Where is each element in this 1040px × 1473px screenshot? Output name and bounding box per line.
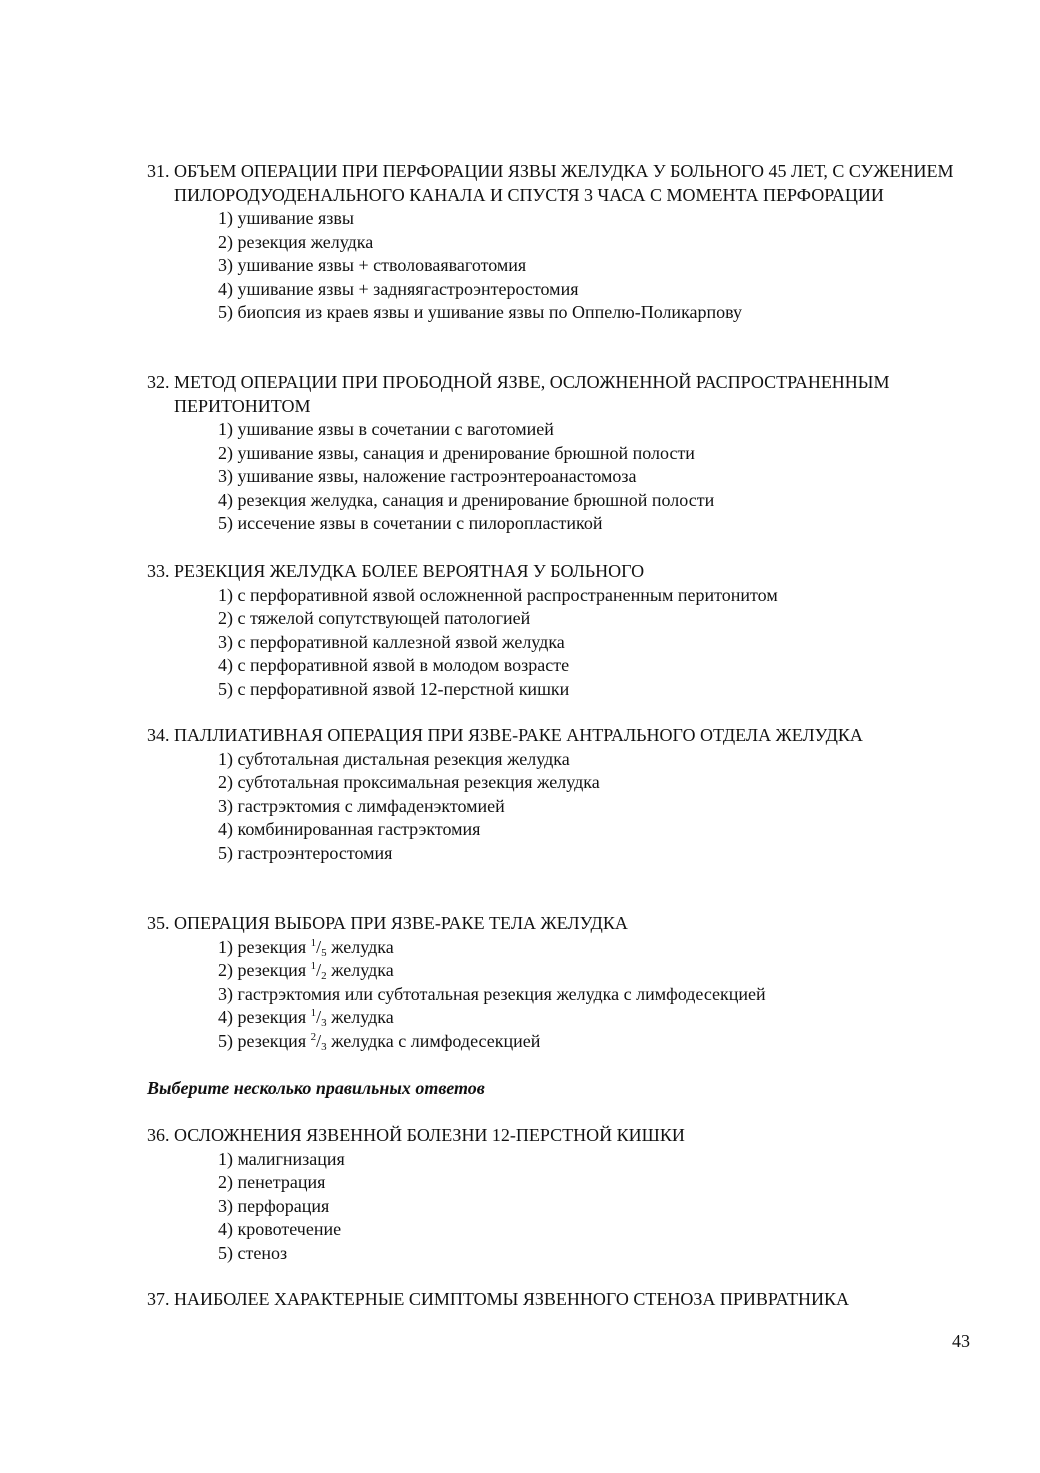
answer-option: 3) ушивание язвы, наложение гастроэнтероанастомоза	[218, 466, 637, 486]
fraction-denominator: 3	[321, 1040, 327, 1053]
question-title: 33. РЕЗЕКЦИЯ ЖЕЛУДКА БОЛЕЕ ВЕРОЯТНАЯ У БОЛЬНОГО	[147, 561, 645, 581]
fraction-numerator: 1	[310, 1007, 317, 1019]
answer-option: 1) ушивание язвы	[218, 208, 354, 228]
fraction-slash: /	[316, 1007, 322, 1027]
fraction-numerator: 1	[310, 936, 317, 949]
instruction-text: Выберите несколько правильных ответов	[147, 1078, 485, 1098]
answer-option: 2) резекция желудка	[218, 231, 374, 252]
answer-option: 3) гастрэктомия с лимфаденэктомией	[218, 795, 505, 816]
answer-options	[147, 748, 987, 866]
answer-options	[147, 418, 987, 536]
fraction-slash: /	[316, 1030, 322, 1051]
answer-option: 3) перфорация	[218, 1195, 330, 1216]
answer-options	[147, 207, 987, 325]
answer-option	[218, 1006, 987, 1030]
question-title: 32. МЕТОД ОПЕРАЦИИ ПРИ ПРОБОДНОЙ ЯЗВЕ, ОСЛОЖНЕННОЙ РАСПРОСТРАНЕННЫМ ПЕРИТОНИТОМ	[147, 372, 890, 416]
option-text: 4) резекция	[218, 1007, 311, 1027]
answer-options	[147, 936, 987, 1054]
option-text: 5) резекция	[218, 1030, 311, 1051]
answer-option: 5) стеноз	[218, 1242, 288, 1263]
question-title: 37. НАИБОЛЕЕ ХАРАКТЕРНЫЕ СИМПТОМЫ ЯЗВЕННОГО СТЕНОЗА ПРИВРАТНИКА	[147, 1289, 850, 1309]
option-text: 2) резекция	[218, 960, 311, 980]
answer-option: 1) малигнизация	[218, 1148, 345, 1169]
answer-option: 5) с перфоративной язвой 12-перстной кишки	[218, 678, 570, 699]
option-text: желудка	[326, 936, 394, 957]
question-title: 35. ОПЕРАЦИЯ ВЫБОРА ПРИ ЯЗВЕ-РАКЕ ТЕЛА ЖЕЛУДКА	[147, 913, 628, 933]
question-31	[147, 160, 987, 325]
question-35	[147, 912, 987, 1053]
question-36	[147, 1124, 987, 1265]
answer-option: 2) пенетрация	[218, 1172, 326, 1192]
option-text: желудка	[326, 1007, 394, 1027]
answer-option: 4) кровотечение	[218, 1219, 342, 1239]
answer-option: 5) гастроэнтеростомия	[218, 842, 393, 863]
answer-option: 2) субтотальная проксимальная резекция желудка	[218, 772, 600, 792]
answer-option: 1) субтотальная дистальная резекция желудка	[218, 748, 570, 769]
fraction-denominator: 2	[321, 970, 327, 982]
answer-option: 2) ушивание язвы, санация и дренирование брюшной полости	[218, 442, 695, 463]
fraction-denominator: 3	[321, 1017, 327, 1029]
fraction-numerator: 2	[310, 1030, 317, 1043]
option-text: желудка	[326, 960, 394, 980]
answer-option: 3) ушивание язвы + стволоваяваготомия	[218, 255, 527, 275]
question-33	[147, 560, 987, 701]
fraction-denominator: 5	[321, 946, 327, 959]
answer-option	[218, 936, 987, 960]
option-text: желудка с лимфодесекцией	[326, 1030, 541, 1051]
answer-options	[147, 1148, 987, 1266]
answer-option: 5) биопсия из краев язвы и ушивание язвы по Оппелю-Поликарпову	[218, 302, 743, 322]
fraction-slash: /	[316, 960, 322, 980]
fraction-slash: /	[316, 936, 322, 957]
answer-option: 3) с перфоративной каллезной язвой желудка	[218, 631, 565, 652]
page-number: 43	[952, 1331, 970, 1351]
answer-option: 1) с перфоративной язвой осложненной распространенным перитонитом	[218, 584, 778, 605]
question-32	[147, 371, 987, 536]
question-title: 34. ПАЛЛИАТИВНАЯ ОПЕРАЦИЯ ПРИ ЯЗВЕ-РАКЕ АНТРАЛЬНОГО ОТДЕЛА ЖЕЛУДКА	[147, 725, 863, 745]
answer-option: 4) с перфоративной язвой в молодом возрасте	[218, 655, 570, 675]
question-title: 31. ОБЪЕМ ОПЕРАЦИИ ПРИ ПЕРФОРАЦИИ ЯЗВЫ ЖЕЛУДКА У БОЛЬНОГО 45 ЛЕТ, С СУЖЕНИЕМ ПИЛОРОДУОДЕНАЛЬНОГО КАНАЛА И СПУСТЯ 3 ЧАСА С МОМЕНТА ПЕРФОРАЦИИ	[147, 161, 954, 205]
question-37	[147, 1288, 987, 1312]
answer-option: 4) резекция желудка, санация и дренирование брюшной полости	[218, 489, 715, 510]
fraction-numerator: 1	[310, 960, 317, 972]
answer-option	[218, 1030, 987, 1054]
option-text: 1) резекция	[218, 936, 311, 957]
question-34	[147, 724, 987, 865]
question-title: 36. ОСЛОЖНЕНИЯ ЯЗВЕННОЙ БОЛЕЗНИ 12-ПЕРСТНОЙ КИШКИ	[147, 1125, 685, 1145]
answer-option: 3) гастрэктомия или субтотальная резекция желудка с лимфодесекцией	[218, 983, 766, 1004]
answer-option	[218, 959, 987, 983]
answer-option: 4) ушивание язвы + задняягастроэнтеростомия	[218, 278, 579, 299]
answer-options	[147, 584, 987, 702]
answer-option: 4) комбинированная гастрэктомия	[218, 819, 481, 839]
answer-option: 5) иссечение язвы в сочетании с пилоропластикой	[218, 513, 603, 533]
answer-option: 2) с тяжелой сопутствующей патологией	[218, 608, 531, 628]
answer-option: 1) ушивание язвы в сочетании с ваготомией	[218, 419, 554, 439]
